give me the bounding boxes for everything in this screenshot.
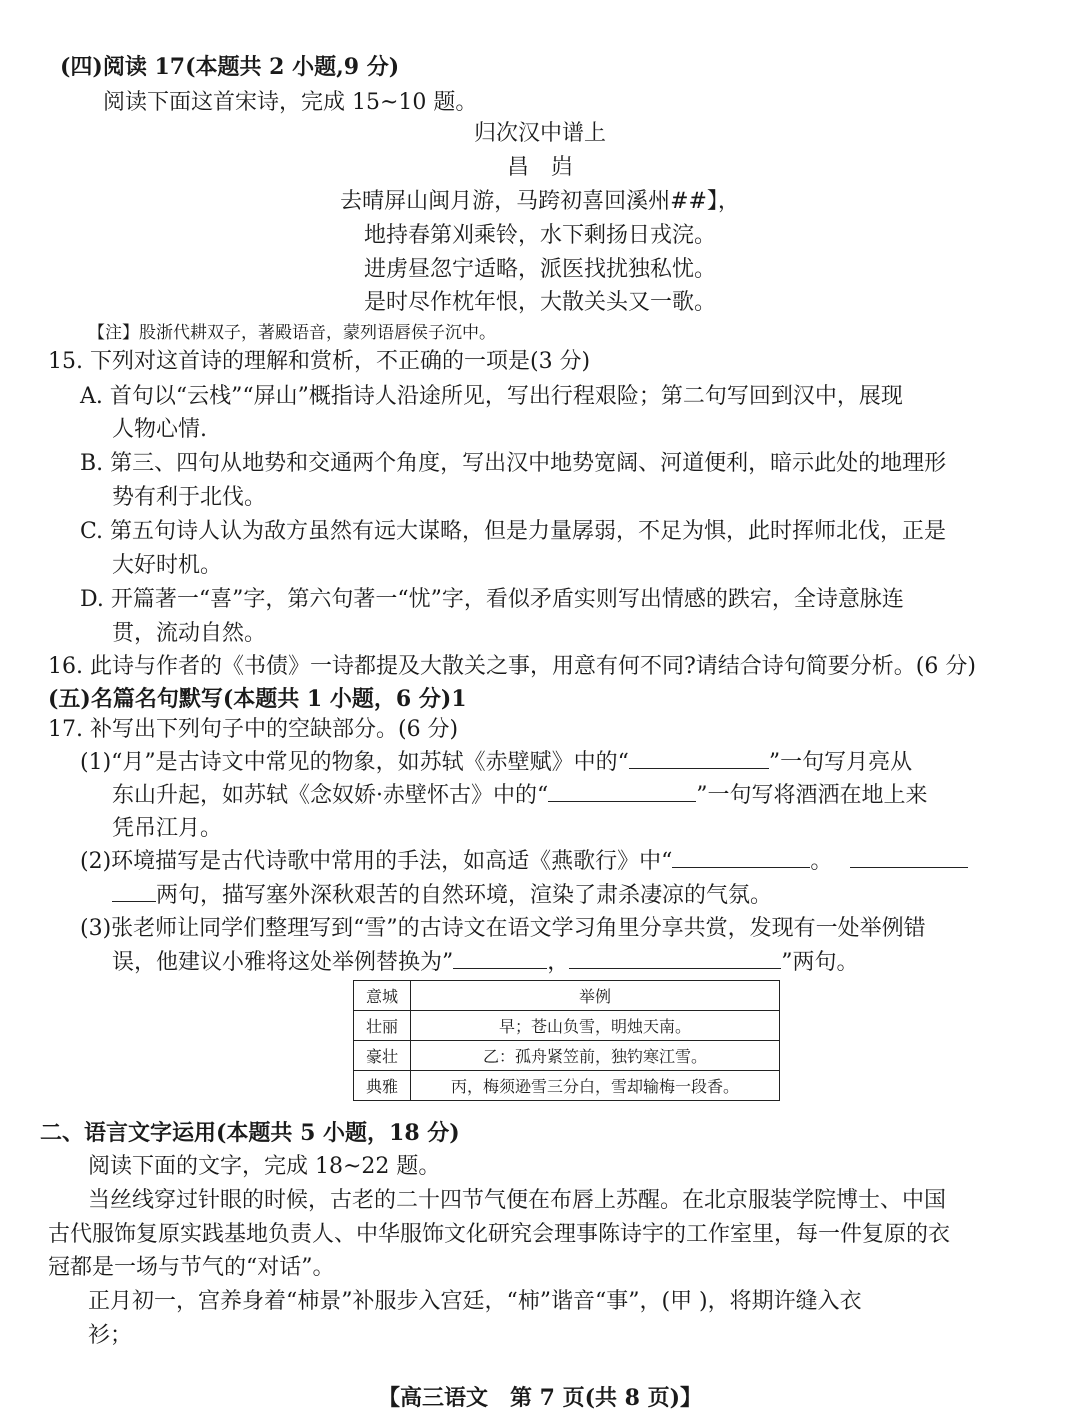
table-cell: 丙，梅须逊雪三分白，雪却输梅一段香。 [411, 1071, 780, 1101]
snow-example-table [353, 980, 780, 1101]
poem-line-4: 是时尽作枕年恨，大散关头又一歌。 [363, 290, 716, 315]
page-footer: 【高三语文 第 7 页(共 8 页)】 [377, 1385, 703, 1411]
section-4-instruction: 阅读下面这首宋诗，完成 15~10 题。 [103, 90, 478, 115]
answer-blank-6[interactable] [569, 948, 781, 969]
q15-option-b-line2: 势有利于北伐。 [112, 485, 267, 510]
q17-part1-line3: 凭吊江月。 [112, 816, 223, 841]
table-cell: 早；苍山负雪，明烛天南。 [411, 1011, 780, 1041]
q15-option-d-line1: D. 开篇著一“喜”字，第六句著一“忧”字，看似矛盾实则写出情感的跌宕，全诗意脉连 [80, 587, 904, 612]
table-cell: 典雅 [354, 1071, 411, 1101]
answer-blank-5[interactable] [453, 948, 547, 969]
table-header-row [354, 981, 780, 1011]
answer-blank-4-cont[interactable] [112, 881, 156, 902]
answer-blank-4[interactable] [850, 847, 968, 868]
q16-stem: 16. 此诗与作者的《书债》一诗都提及大散关之事，用意有何不同?请结合诗句简要分析。(6 分) [48, 654, 976, 679]
q17-part1-line1: (1)“月”是古诗文中常见的物象，如苏轼《赤壁赋》中的“ ”一句写月亮从 [80, 750, 913, 775]
passage-para2-line2: 衫； [88, 1323, 133, 1348]
q17-part2-line2: 两句，描写塞外深秋艰苦的自然环境，渲染了肃杀凄凉的气氛。 [112, 881, 772, 911]
q17-stem: 17. 补写出下列句子中的空缺部分。(6 分) [48, 717, 459, 742]
poem-note: 【注】股浙代耕双子，著殿语音，蒙列语唇侯子沉中。 [88, 323, 496, 343]
table-header-cell: 举例 [411, 981, 780, 1011]
section-5-heading: (五)名篇名句默写(本题共 1 小题，6 分)1 [48, 686, 467, 712]
passage-para1-line3: 冠都是一场与节气的“对话”。 [48, 1255, 335, 1280]
table-row [354, 1011, 780, 1041]
poem-line-3: 进虏昼忽宁适略，派医找扰独私忧。 [363, 257, 716, 282]
answer-blank-1[interactable] [629, 748, 769, 769]
q17-part1-line2: 东山升起，如苏轼《念奴娇·赤壁怀古》中的“ ”一句写将酒洒在地上来 [112, 783, 928, 808]
q17-part2-line1: (2)环境描写是古代诗歌中常用的手法，如高适《燕歌行》中“ 。 [80, 847, 968, 877]
poem-line-2: 地持春第刈乘铃，水下剩扬日戎浣。 [363, 223, 716, 248]
table-cell: 壮丽 [354, 1011, 411, 1041]
q15-stem: 15. 下列对这首诗的理解和赏析，不正确的一项是(3 分) [48, 349, 591, 374]
q15-option-a-line2: 人物心情. [112, 417, 207, 442]
poem-line-1: 去晴屏山闽月游，马跨初喜回溪州##】， [340, 189, 740, 214]
q17-part3-line2: 误，他建议小雅将这处举例替换为” ， ”两句。 [112, 950, 859, 975]
table-row [354, 1071, 780, 1101]
table-cell: 豪壮 [354, 1041, 411, 1071]
passage-para1-line2: 古代服饰复原实践基地负责人、中华服饰文化研究会理事陈诗宇的工作室里，每一件复原的衣 [48, 1222, 951, 1247]
poem-author: 昌 岿 [506, 155, 573, 180]
q17-part3-line1: (3)张老师让同学们整理写到“雪”的古诗文在语文学习角里分享共赏，发现有一处举例错 [80, 916, 926, 941]
part-2-instruction: 阅读下面的文字，完成 18~22 题。 [88, 1154, 441, 1179]
passage-para1-line1: 当丝线穿过针眼的时候，古老的二十四节气便在布唇上苏醒。在北京服装学院博士、中国 [88, 1188, 947, 1213]
q15-option-c-line2: 大好时机。 [112, 553, 223, 578]
q15-option-c-line1: C. 第五句诗人认为敌方虽然有远大谋略，但是力量孱弱，不足为惧，此时挥师北伐，正是 [80, 519, 947, 544]
table-row [354, 1041, 780, 1071]
answer-blank-3[interactable] [672, 847, 810, 868]
answer-blank-2[interactable] [548, 781, 696, 802]
part-2-heading: 二、语言文字运用(本题共 5 小题，18 分) [40, 1120, 460, 1146]
passage-para2-line1: 正月初一，宫养身着“柿景”补服步入宫廷，“柿”谐音“事”，(甲 )，将期许缝入衣 [88, 1289, 862, 1314]
table-header-cell: 意城 [354, 981, 411, 1011]
q15-option-a-line1: A. 首句以“云栈”“屏山”概指诗人沿途所见，写出行程艰险；第二句写回到汉中，展现 [80, 384, 903, 409]
poem-title: 归次汉中谱上 [473, 121, 606, 146]
q15-option-b-line1: B. 第三、四句从地势和交通两个角度，写出汉中地势宽阔、河道便利，暗示此处的地理形 [80, 451, 947, 476]
q15-option-d-line2: 贯，流动自然。 [112, 621, 267, 646]
section-4-heading: (四)阅读 17(本题共 2 小题,9 分) [60, 54, 400, 80]
table-cell: 乙：孤舟紧笠前，独钓寒江雪。 [411, 1041, 780, 1071]
